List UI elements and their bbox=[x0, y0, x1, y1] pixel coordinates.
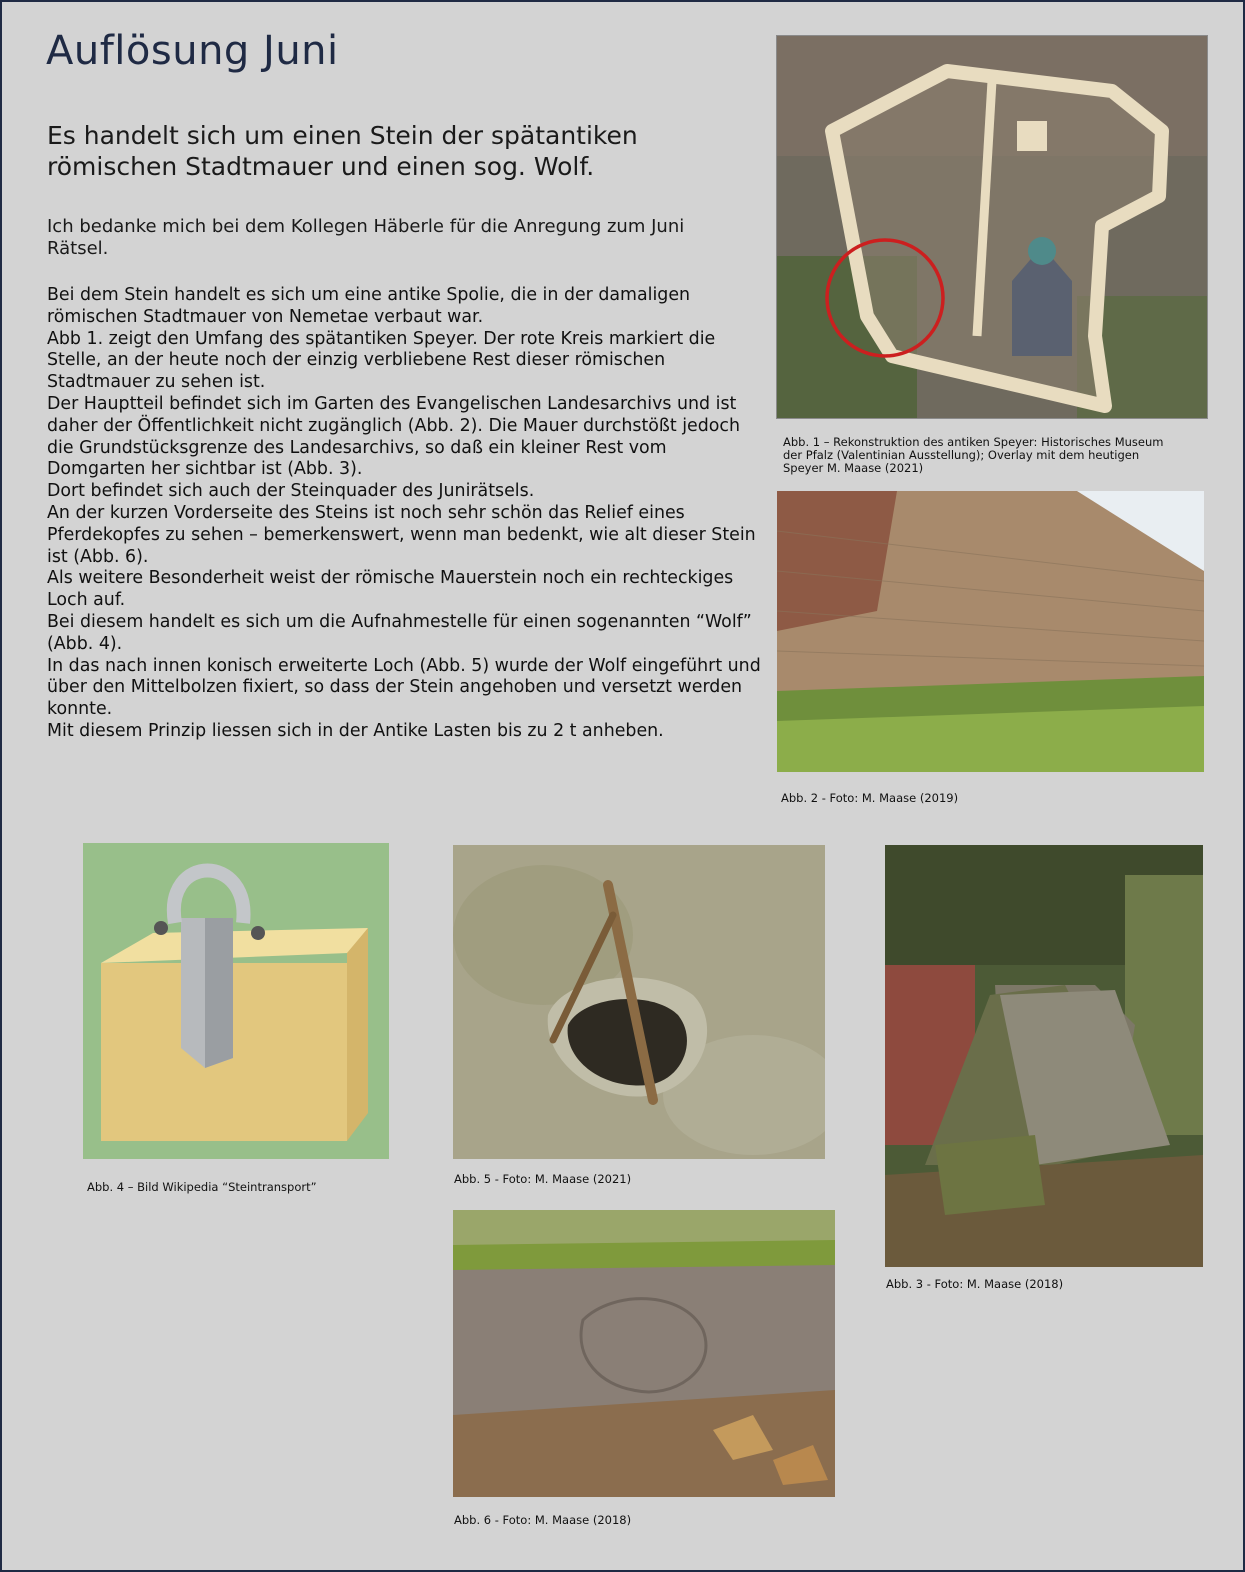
figure-abb4-wolf-illustration bbox=[83, 843, 389, 1159]
caption-abb2: Abb. 2 - Foto: M. Maase (2019) bbox=[781, 791, 959, 805]
figure-abb1-aerial-map bbox=[776, 35, 1208, 419]
caption-abb4: Abb. 4 – Bild Wikipedia “Steintransport” bbox=[87, 1180, 317, 1194]
wall-photo-image bbox=[777, 491, 1204, 772]
paragraph: Mit diesem Prinzip liessen sich in der Antike Lasten bis zu 2 t anheben. bbox=[47, 720, 664, 741]
caption-abb6: Abb. 6 - Foto: M. Maase (2018) bbox=[454, 1513, 632, 1527]
page-subtitle: Es handelt sich um einen Stein der spätantiken römischen Stadtmauer und einen sog. Wolf. bbox=[47, 121, 638, 181]
figure-abb6-relief-photo bbox=[453, 1210, 835, 1497]
paragraph: An der kurzen Vorderseite des Steins ist noch sehr schön das Relief eines Pferdekopfes zu sehen – bemerkenswert, wenn man bedenkt, wie alt dieser Stein ist (Abb. 6). bbox=[47, 502, 756, 567]
figure-abb2-wall-photo bbox=[777, 491, 1204, 772]
paragraph: In das nach innen konisch erweiterte Loch (Abb. 5) wurde der Wolf eingeführt und über den Mittelbolzen fixiert, so dass der Stein angehoben und versetzt werden konnte. bbox=[47, 655, 761, 720]
paragraph: Bei dem Stein handelt es sich um eine antike Spolie, die in der damaligen römischen Stadtmauer von Nemetae verbaut war. bbox=[47, 285, 691, 327]
paragraph: Dort befindet sich auch der Steinquader des Junirätsels. bbox=[47, 481, 535, 502]
page-title: Auflösung Juni bbox=[46, 28, 339, 74]
caption-abb3: Abb. 3 - Foto: M. Maase (2018) bbox=[886, 1277, 1064, 1291]
figure-abb3-stone-photo bbox=[885, 845, 1203, 1267]
body-text bbox=[47, 285, 763, 743]
caption-abb5: Abb. 5 - Foto: M. Maase (2021) bbox=[454, 1172, 632, 1186]
aerial-map-image bbox=[777, 36, 1207, 418]
hole-photo-image bbox=[453, 845, 825, 1159]
caption-abb1: Abb. 1 – Rekonstruktion des antiken Speyer: Historisches Museum der Pfalz (Valentinian Ausstellung); Overlay mit dem heutigen Speyer M. Maase (2021) bbox=[783, 435, 1164, 475]
wolf-illustration-image bbox=[83, 843, 389, 1159]
paragraph: Bei diesem handelt es sich um die Aufnahmestelle für einen sogenannten “Wolf” (Abb. 4). bbox=[47, 611, 752, 654]
paragraph: Der Hauptteil befindet sich im Garten des Evangelischen Landesarchivs und ist daher der Öffentlichkeit nicht zugänglich (Abb. 2). Die Mauer durchstößt jedoch die Grundstücksgrenze des Landesarchivs, so daß ein kleiner Rest vom Domgarten her sichtbar ist (Abb. 3). bbox=[47, 393, 741, 480]
relief-photo-image bbox=[453, 1210, 835, 1497]
intro-text: Ich bedanke mich bei dem Kollegen Häberle für die Anregung zum Juni Rätsel. bbox=[47, 216, 685, 259]
figure-abb5-hole-photo bbox=[453, 845, 825, 1159]
paragraph: Als weitere Besonderheit weist der römische Mauerstein noch ein rechteckiges Loch auf. bbox=[47, 568, 734, 611]
stone-photo-image bbox=[885, 845, 1203, 1267]
paragraph: Abb 1. zeigt den Umfang des spätantiken Speyer. Der rote Kreis markiert die Stelle, an der heute noch der einzig verbliebene Rest dieser römischen Stadtmauer zu sehen ist. bbox=[47, 328, 716, 393]
